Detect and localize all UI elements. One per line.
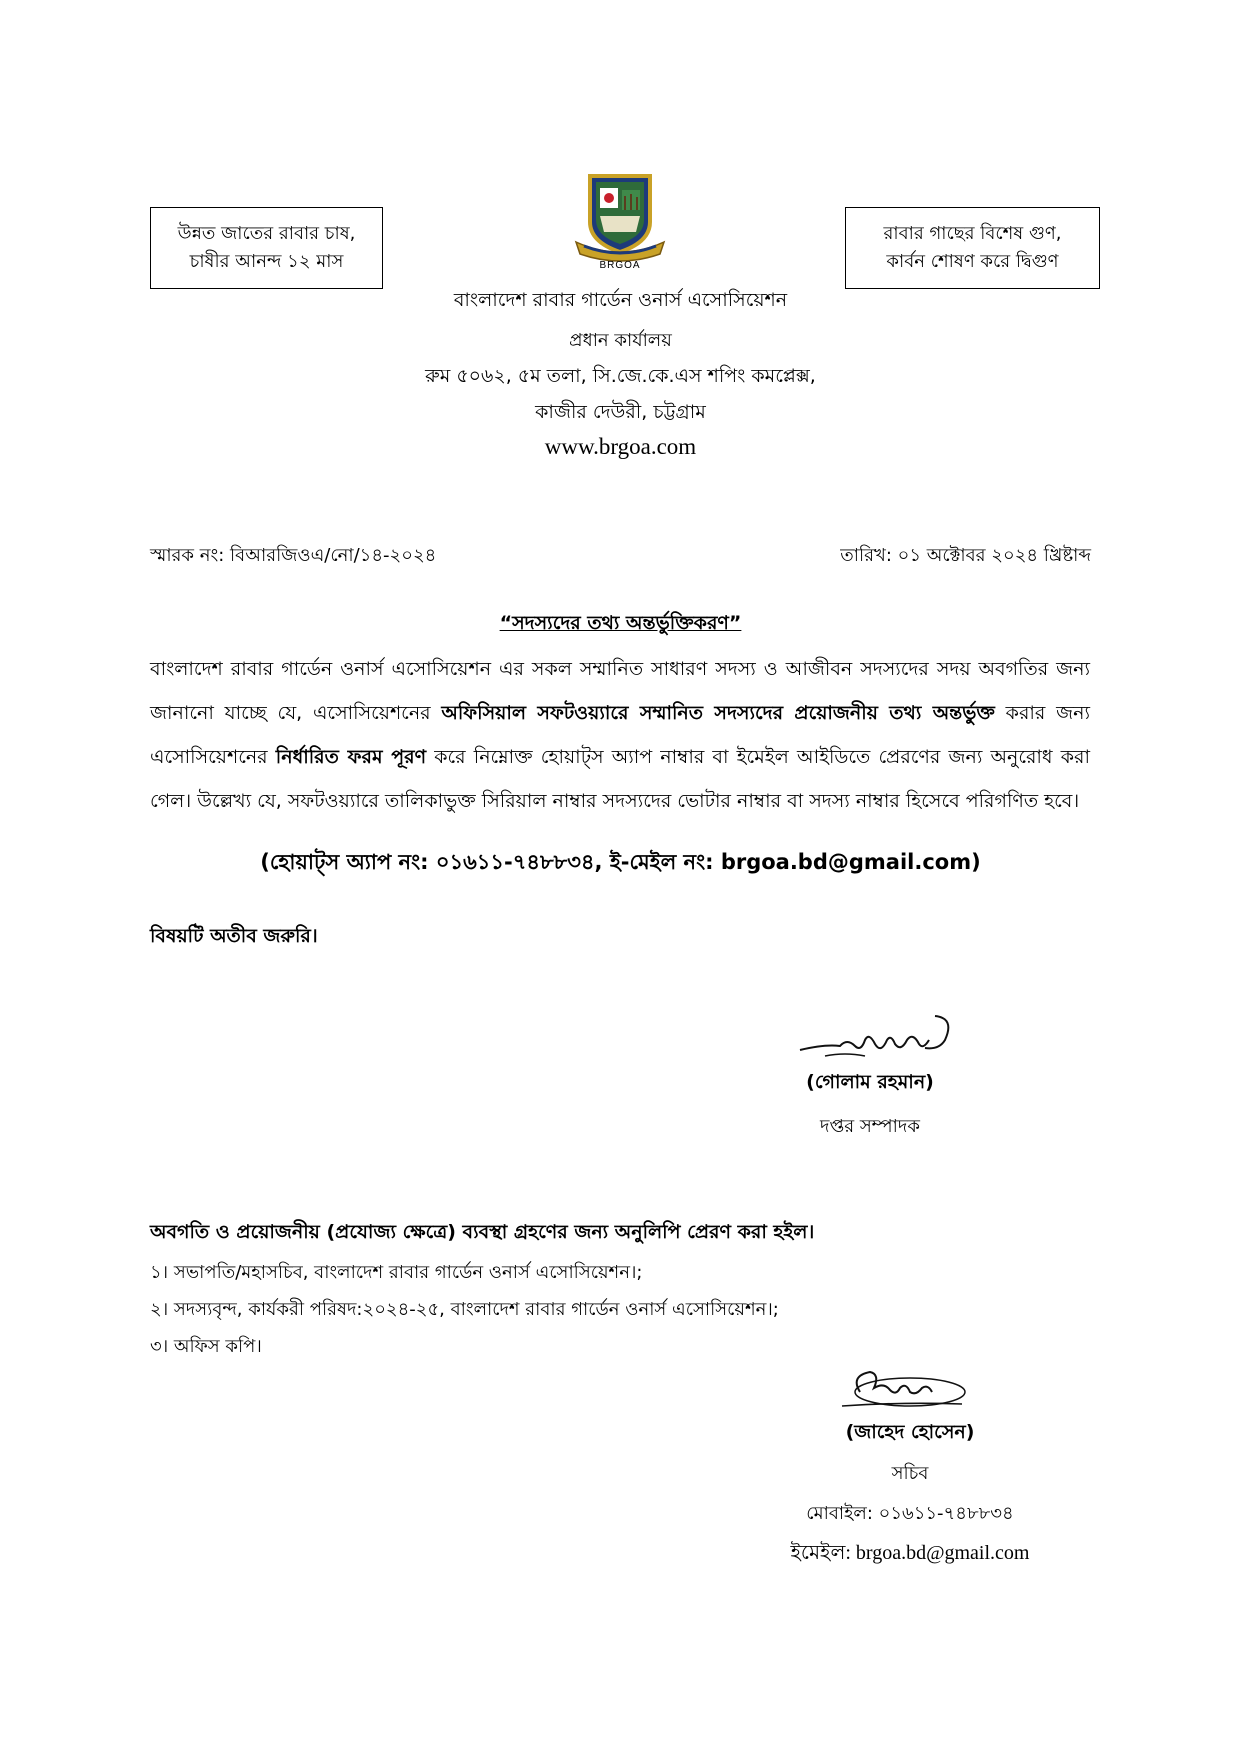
right-slogan-line2: কার্বন শোষণ করে দ্বিগুণ bbox=[886, 251, 1059, 272]
signature2-scribble bbox=[840, 1362, 970, 1417]
signature2-block bbox=[750, 1418, 1070, 1571]
office-label: প্রধান কার্যালয় bbox=[569, 330, 672, 351]
signature2-email[interactable]: ইমেইল: brgoa.bd@gmail.com bbox=[790, 1542, 1030, 1564]
org-name: বাংলাদেশ রাবার গার্ডেন ওনার্স এসোসিয়েশন bbox=[453, 289, 788, 311]
body-bold-form: নির্ধারিত ফরম পূরণ bbox=[275, 746, 427, 768]
copy-item-3: ৩। অফিস কপি। bbox=[150, 1336, 262, 1357]
brgoa-logo bbox=[570, 170, 670, 275]
logo-caption: BRGOA bbox=[599, 260, 641, 271]
body-paragraph bbox=[150, 647, 1090, 823]
copy-item-2: ২। সদস্যবৃন্দ, কার্যকরী পরিষদ:২০২৪-২৫, বাংলাদেশ রাবার গার্ডেন ওনার্স এসোসিয়েশন।; bbox=[150, 1299, 779, 1320]
left-slogan-line2: চাষীর আনন্দ ১২ মাস bbox=[189, 251, 344, 272]
right-slogan-line1: রাবার গাছের বিশেষ গুণ, bbox=[883, 223, 1062, 244]
signature2-name: (জাহেদ হোসেন) bbox=[845, 1421, 975, 1443]
body-part-e: করে নিম্নোক্ত হোয়াট্স অ্যাপ নাম্বার বা ইমেইল আইডিতে প্রেরণের জন্য অনুরোধ করা গেল। উল্লেখ্য যে, সফটওয়্যারে তালিকাভুক্ত সিরিয়াল নাম্বার সদস্যদের ভোটার নাম্বার বা সদস্য নাম্বার হিসেবে পরিগণিত হবে। bbox=[150, 746, 1090, 812]
body-part-c: করার জন্য এসোসিয়েশনের bbox=[150, 702, 1091, 768]
left-slogan-line1: উন্নত জাতের রাবার চাষ, bbox=[177, 223, 356, 244]
copy-item-1: ১। সভাপতি/মহাসচিব, বাংলাদেশ রাবার গার্ডেন ওনার্স এসোসিয়েশন।; bbox=[150, 1262, 643, 1283]
memo-date: তারিখ: ০১ অক্টোবর ২০২৪ খ্রিষ্টাব্দ bbox=[840, 545, 1091, 566]
signature1-block bbox=[770, 1068, 970, 1143]
signature1-title: দপ্তর সম্পাদক bbox=[820, 1116, 920, 1137]
website-link[interactable]: www.brgoa.com bbox=[544, 434, 697, 459]
signature1-scribble bbox=[795, 1010, 965, 1070]
signature2-title: সচিব bbox=[891, 1463, 929, 1484]
urgent-note: বিষয়টি অতীব জরুরি। bbox=[150, 925, 318, 947]
handwritten-signature-icon bbox=[795, 1010, 965, 1070]
body-part-a: বাংলাদেশ রাবার গার্ডেন ওনার্স এসোসিয়েশন এর সকল সম্মানিত সাধারণ সদস্য ও আজীবন সদস্যদের সদয় অবগতির জন্য জানানো যাচ্ছে যে, এসোসিয়েশনের bbox=[150, 658, 1090, 724]
subject-title bbox=[0, 609, 1241, 641]
subject-text: “সদস্যদের তথ্য অন্তর্ভুক্তিকরণ” bbox=[499, 612, 742, 634]
contact-line: (হোয়াট্স অ্যাপ নং: ০১৬১১-৭৪৮৮৩৪, ই-মেইল নং: brgoa.bd@gmail.com) bbox=[260, 850, 981, 874]
signature1-name: (গোলাম রহমান) bbox=[806, 1071, 934, 1093]
body-bold-software: অফিসিয়াল সফটওয়্যারে সম্মানিত সদস্যদের প্রয়োজনীয় তথ্য অন্তর্ভুক্ত bbox=[441, 702, 995, 724]
logo-emblem-icon bbox=[570, 170, 670, 265]
address-line2: কাজীর দেউরী, চট্টগ্রাম bbox=[535, 401, 706, 423]
right-slogan-box bbox=[845, 207, 1100, 289]
address-line1: রুম ৫০৬২, ৫ম তলা, সি.জে.কে.এস শপিং কমপ্লেক্স, bbox=[425, 365, 816, 387]
signature2-mobile: মোবাইল: ০১৬১১-৭৪৮৮৩৪ bbox=[806, 1503, 1014, 1524]
handwritten-signature-icon bbox=[840, 1362, 970, 1417]
left-slogan-box bbox=[150, 207, 383, 289]
copy-heading: অবগতি ও প্রয়োজনীয় (প্রযোজ্য ক্ষেত্রে) ব্যবস্থা গ্রহণের জন্য অনুলিপি প্রেরণ করা হইল। bbox=[150, 1221, 815, 1243]
memo-ref: স্মারক নং: বিআরজিওএ/নো/১৪-২০২৪ bbox=[150, 545, 437, 566]
